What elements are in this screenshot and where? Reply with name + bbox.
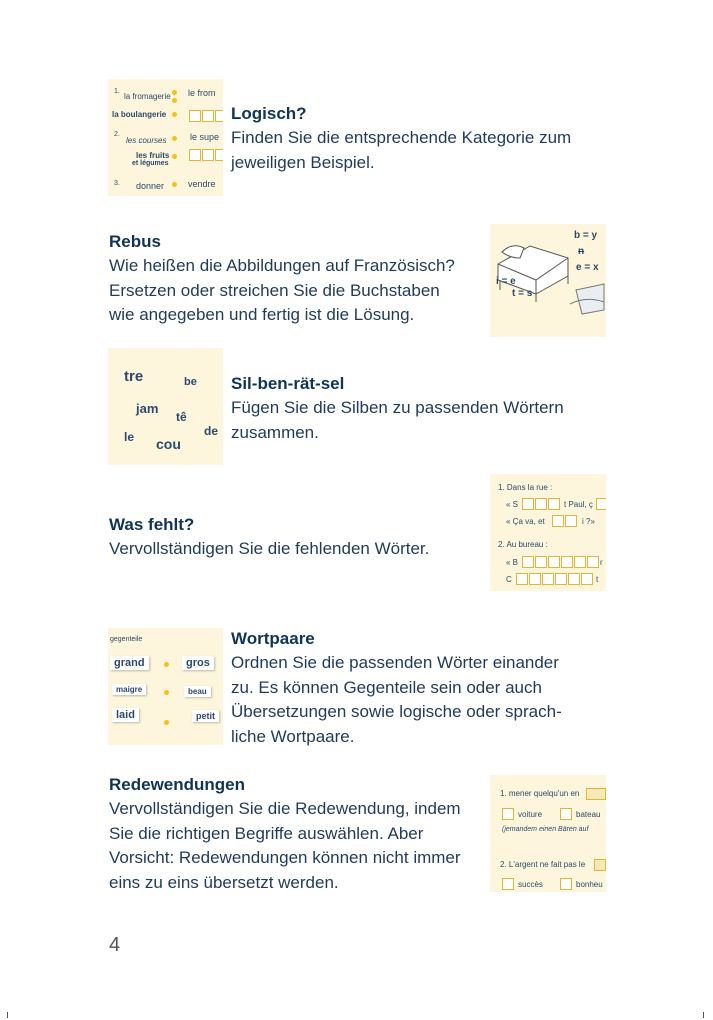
thumb-text: le from bbox=[188, 88, 216, 98]
word-tile: laid bbox=[112, 708, 139, 722]
thumb-text: la boulangerie bbox=[112, 110, 167, 119]
wasfehlt-thumbnail bbox=[490, 474, 606, 591]
desc-line: Sie die richtigen Begriffe auswählen. Aber bbox=[109, 823, 424, 843]
thumb-text: 2. L'argent ne fait pas le bbox=[500, 860, 586, 869]
section-title-silben: Sil-ben-rät-sel bbox=[231, 374, 345, 393]
section-title-wortpaare: Wortpaare bbox=[231, 629, 315, 648]
desc-line: Vorsicht: Redewendungen können nicht immer bbox=[109, 848, 461, 867]
word-tile: petit bbox=[192, 710, 219, 722]
desc-line: eins zu eins übersetzt werden. bbox=[109, 872, 339, 892]
desc-line: Wie heißen die Abbildungen auf Französisch? bbox=[109, 256, 455, 275]
word-tile: grand bbox=[110, 656, 149, 670]
thumb-text: C bbox=[506, 575, 512, 584]
section-title-wasfehlt: Was fehlt? bbox=[109, 515, 195, 534]
thumb-text: le bbox=[124, 430, 135, 444]
desc-line: Ordnen Sie die passenden Wörter einander bbox=[231, 653, 559, 672]
rebus-thumbnail bbox=[490, 224, 606, 337]
thumb-text: « Ça va, et bbox=[506, 517, 545, 526]
thumb-text: succès bbox=[518, 880, 543, 889]
desc-line: jeweiligen Beispiel. bbox=[231, 152, 375, 172]
thumb-text: et légumes bbox=[132, 160, 169, 167]
crop-mark bbox=[7, 1012, 8, 1018]
thumb-text: les fruits bbox=[136, 151, 170, 160]
desc-line: zusammen. bbox=[231, 422, 319, 442]
thumb-text: i = e bbox=[496, 276, 516, 287]
section-title-redewendungen: Redewendungen bbox=[109, 775, 246, 794]
thumb-text: voiture bbox=[518, 810, 543, 819]
thumb-text: r bbox=[600, 558, 603, 567]
section-desc-wortpaare bbox=[231, 651, 562, 749]
desc-line: wie angegeben und fertig ist die Lösung. bbox=[109, 305, 415, 324]
thumb-text: gegenteile bbox=[110, 636, 143, 643]
desc-line: Übersetzungen sowie logische oder sprach- bbox=[231, 702, 562, 721]
thumb-text: 3. bbox=[114, 180, 120, 187]
section-title-logisch: Logisch? bbox=[231, 104, 307, 123]
thumb-text: 1. bbox=[114, 88, 120, 95]
thumb-text: 2. Au bureau : bbox=[498, 540, 548, 549]
word-tile: maigre bbox=[112, 684, 146, 695]
thumb-text: i ?» bbox=[582, 517, 595, 526]
thumb-text: cou bbox=[156, 436, 181, 452]
desc-line: Ersetzen oder streichen Sie die Buchstaben bbox=[109, 280, 440, 300]
desc-line: liche Wortpaare. bbox=[231, 726, 355, 746]
redewendungen-thumbnail bbox=[490, 775, 606, 892]
thumb-text: t Paul, ç bbox=[564, 500, 593, 509]
thumb-text: tre bbox=[124, 368, 144, 385]
thumb-text: b = y bbox=[574, 230, 598, 241]
desc-line: Finden Sie die entsprechende Kategorie zum bbox=[231, 128, 572, 147]
wortpaare-thumbnail bbox=[108, 628, 223, 745]
thumb-text: be bbox=[184, 376, 197, 388]
thumb-text: le supe bbox=[190, 132, 220, 142]
thumb-text: de bbox=[204, 424, 219, 438]
silben-thumbnail bbox=[108, 348, 223, 465]
thumb-text: 1. Dans la rue : bbox=[498, 483, 553, 492]
thumb-text: les courses bbox=[126, 136, 167, 145]
thumb-text: tê bbox=[176, 410, 187, 424]
desc-line: Vervollständigen Sie die Redewendung, indem bbox=[109, 799, 461, 818]
word-tile: gros bbox=[182, 656, 214, 670]
thumb-text: t bbox=[596, 575, 599, 584]
crop-mark bbox=[703, 1012, 704, 1018]
section-desc-rebus bbox=[109, 254, 455, 328]
section-desc-logisch bbox=[231, 126, 571, 175]
section-desc-wasfehlt bbox=[109, 537, 429, 562]
thumb-text: jam bbox=[136, 401, 159, 416]
thumb-text: « S bbox=[506, 500, 519, 509]
thumb-text: t = s bbox=[512, 288, 533, 299]
thumb-text: (jemandem einen Bären auf bbox=[502, 826, 589, 833]
thumb-text: donner bbox=[136, 181, 165, 191]
thumb-text: e = x bbox=[576, 262, 599, 273]
desc-line: Vervollständigen Sie die fehlenden Wörter. bbox=[109, 539, 430, 558]
thumb-text: bonheu bbox=[576, 880, 603, 889]
desc-line: Fügen Sie die Silben zu passenden Wörtern bbox=[231, 398, 564, 417]
section-desc-redewendungen bbox=[109, 797, 461, 895]
thumb-text: la fromagerie bbox=[124, 92, 171, 101]
thumb-text: vendre bbox=[188, 179, 216, 189]
section-desc-silben bbox=[231, 396, 564, 445]
thumb-text: 1. mener quelqu'un en bbox=[500, 789, 580, 798]
word-tile: beau bbox=[184, 686, 211, 697]
thumb-text: 2. bbox=[114, 131, 120, 138]
section-title-rebus: Rebus bbox=[109, 232, 161, 251]
desc-line: zu. Es können Gegenteile sein oder auch bbox=[231, 677, 542, 697]
thumb-text: « B bbox=[506, 558, 519, 567]
thumb-text: n bbox=[578, 246, 585, 257]
page-number: 4 bbox=[109, 934, 121, 956]
thumb-text: bateau bbox=[576, 810, 601, 819]
logisch-thumbnail bbox=[108, 79, 223, 196]
